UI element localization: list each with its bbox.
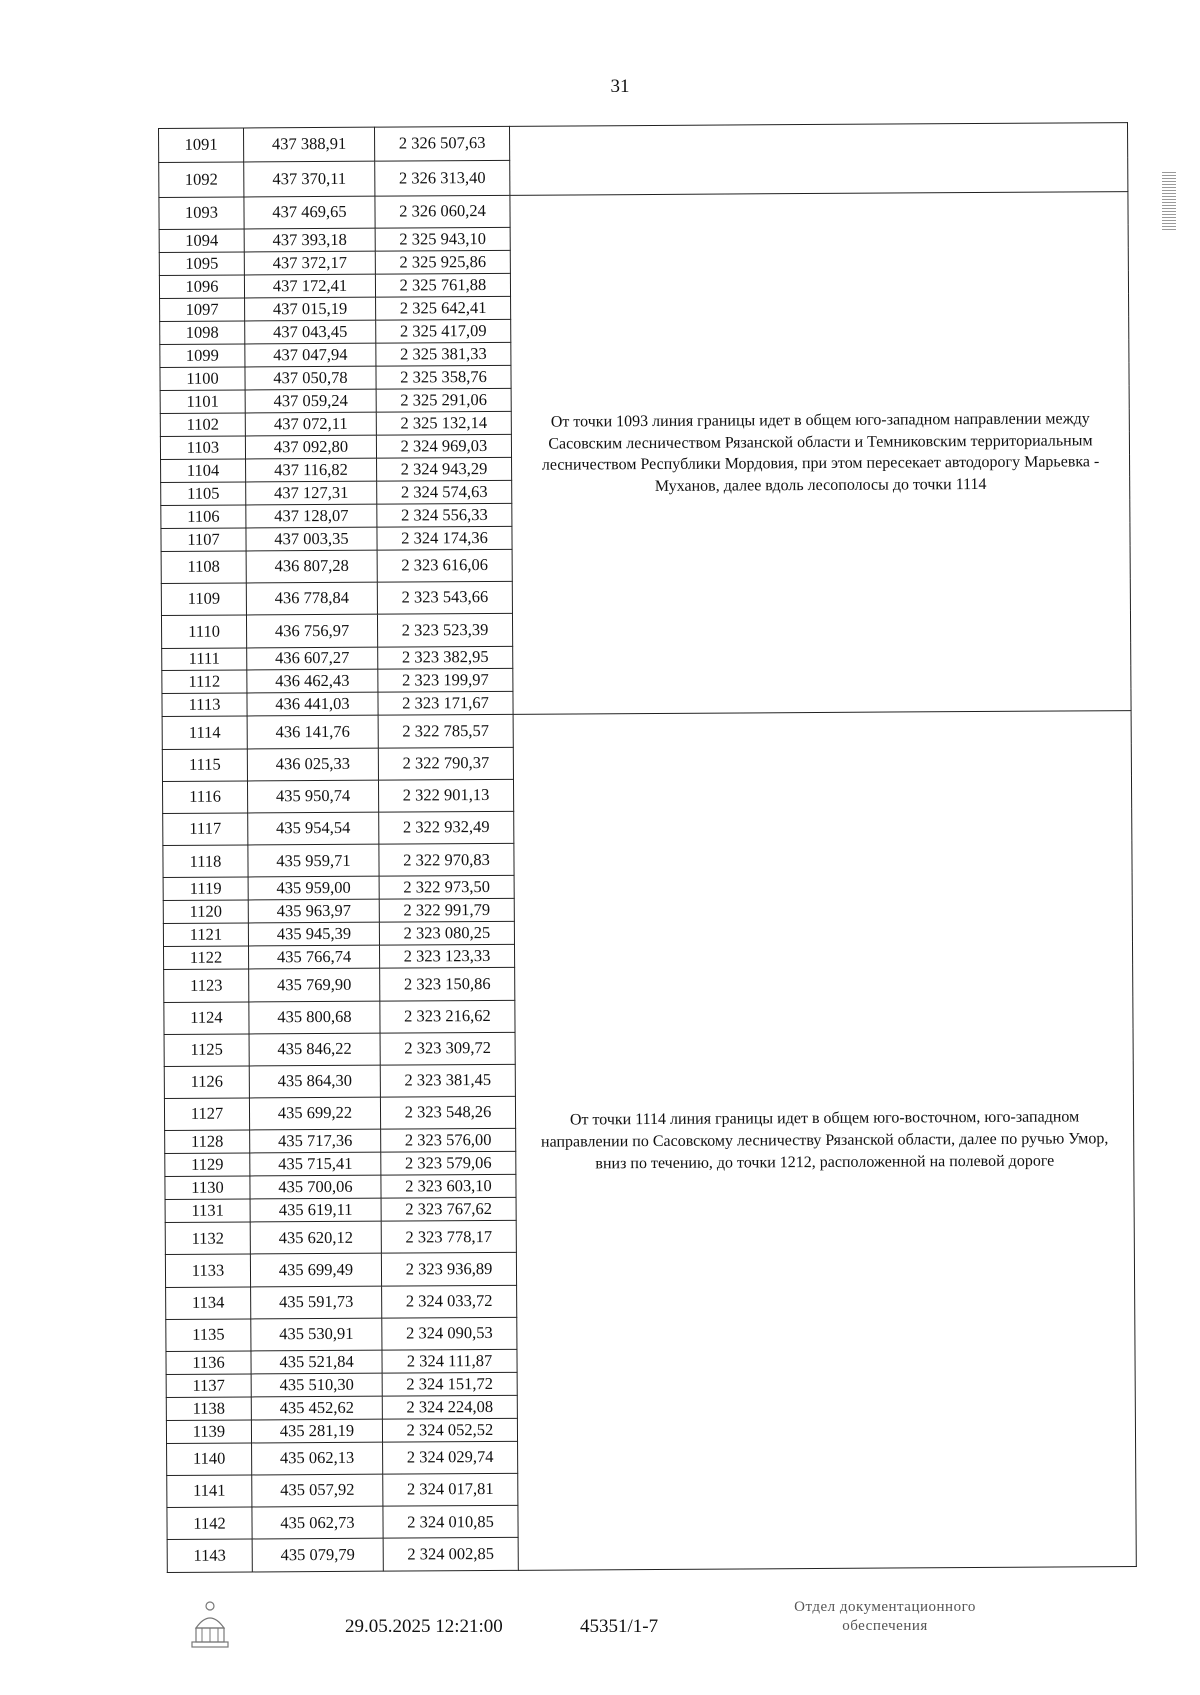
point-number-cell: 1121 (163, 923, 248, 947)
y-coordinate-cell: 2 324 556,33 (377, 503, 512, 527)
point-number-cell: 1109 (161, 583, 246, 616)
table-body (159, 123, 1137, 1573)
y-coordinate-cell: 2 322 901,13 (378, 779, 513, 812)
x-coordinate-cell: 436 607,27 (247, 647, 378, 671)
y-coordinate-cell: 2 322 785,57 (378, 715, 513, 748)
y-coordinate-cell: 2 322 970,83 (379, 844, 514, 877)
y-coordinate-cell: 2 323 216,62 (380, 1000, 515, 1033)
x-coordinate-cell: 435 510,30 (251, 1373, 382, 1397)
y-coordinate-cell: 2 322 991,79 (379, 899, 514, 923)
x-coordinate-cell: 435 864,30 (249, 1065, 380, 1098)
x-coordinate-cell: 435 945,39 (248, 923, 379, 947)
point-number-cell: 1113 (162, 693, 247, 717)
y-coordinate-cell: 2 325 417,09 (376, 319, 511, 343)
y-coordinate-cell: 2 323 778,17 (381, 1221, 516, 1254)
table-row (159, 192, 1128, 230)
point-number-cell: 1092 (159, 162, 244, 197)
x-coordinate-cell: 435 079,79 (252, 1539, 383, 1572)
y-coordinate-cell: 2 322 932,49 (379, 811, 514, 844)
x-coordinate-cell: 437 003,35 (246, 527, 377, 551)
point-number-cell: 1143 (167, 1539, 252, 1572)
point-number-cell: 1102 (160, 413, 245, 437)
document-number: 45351/1-7 (580, 1616, 659, 1637)
x-coordinate-cell: 435 846,22 (249, 1033, 380, 1066)
y-coordinate-cell: 2 323 150,86 (380, 968, 515, 1001)
seal-icon (190, 1598, 230, 1650)
y-coordinate-cell: 2 325 132,14 (376, 411, 511, 435)
y-coordinate-cell: 2 324 151,72 (382, 1372, 517, 1396)
y-coordinate-cell: 2 325 761,88 (375, 273, 510, 297)
x-coordinate-cell: 435 950,74 (247, 780, 378, 813)
y-coordinate-cell: 2 323 381,45 (380, 1064, 515, 1097)
point-number-cell: 1104 (161, 459, 246, 483)
y-coordinate-cell: 2 324 002,85 (383, 1538, 518, 1571)
y-coordinate-cell: 2 323 616,06 (377, 549, 512, 582)
y-coordinate-cell: 2 324 969,03 (376, 434, 511, 458)
point-number-cell: 1100 (160, 367, 245, 391)
point-number-cell: 1111 (162, 647, 247, 671)
x-coordinate-cell: 436 778,84 (246, 582, 377, 615)
y-coordinate-cell: 2 324 010,85 (383, 1506, 518, 1539)
y-coordinate-cell: 2 323 382,95 (378, 646, 513, 670)
point-number-cell: 1095 (159, 252, 244, 276)
point-number-cell: 1093 (159, 197, 244, 230)
x-coordinate-cell: 437 388,91 (244, 127, 375, 162)
scan-margin-mark (1162, 170, 1176, 230)
x-coordinate-cell: 437 370,11 (244, 162, 375, 197)
y-coordinate-cell: 2 324 111,87 (382, 1349, 517, 1373)
y-coordinate-cell: 2 322 790,37 (378, 747, 513, 780)
y-coordinate-cell: 2 325 925,86 (375, 250, 510, 274)
point-number-cell: 1097 (160, 298, 245, 322)
x-coordinate-cell: 435 959,71 (248, 844, 379, 877)
point-number-cell: 1096 (159, 275, 244, 299)
x-coordinate-cell: 437 372,17 (244, 251, 375, 275)
x-coordinate-cell: 435 530,91 (251, 1318, 382, 1351)
point-number-cell: 1112 (162, 670, 247, 694)
point-number-cell: 1119 (163, 877, 248, 901)
y-coordinate-cell: 2 324 174,36 (377, 526, 512, 550)
x-coordinate-cell: 437 050,78 (245, 366, 376, 390)
point-number-cell: 1108 (161, 551, 246, 584)
page-number: 31 (610, 76, 630, 97)
point-number-cell: 1117 (163, 813, 248, 846)
x-coordinate-cell: 437 059,24 (245, 389, 376, 413)
x-coordinate-cell: 436 756,97 (246, 614, 377, 647)
x-coordinate-cell: 437 172,41 (244, 274, 375, 298)
point-number-cell: 1135 (166, 1319, 251, 1352)
point-number-cell: 1130 (165, 1176, 250, 1200)
x-coordinate-cell: 437 127,31 (246, 481, 377, 505)
department-line-1: Отдел документационного (794, 1599, 976, 1615)
x-coordinate-cell: 435 591,73 (251, 1286, 382, 1319)
y-coordinate-cell: 2 323 543,66 (377, 581, 512, 614)
point-number-cell: 1142 (167, 1507, 252, 1540)
y-coordinate-cell: 2 324 052,52 (382, 1418, 517, 1442)
x-coordinate-cell: 436 462,43 (247, 670, 378, 694)
point-number-cell: 1107 (161, 528, 246, 552)
point-number-cell: 1106 (161, 505, 246, 529)
y-coordinate-cell: 2 323 603,10 (381, 1175, 516, 1199)
y-coordinate-cell: 2 323 576,00 (381, 1129, 516, 1153)
x-coordinate-cell: 435 766,74 (249, 946, 380, 970)
point-number-cell: 1129 (165, 1153, 250, 1177)
point-number-cell: 1103 (160, 436, 245, 460)
point-number-cell: 1137 (166, 1374, 251, 1398)
y-coordinate-cell: 2 325 642,41 (376, 296, 511, 320)
y-coordinate-cell: 2 326 507,63 (374, 126, 509, 161)
y-coordinate-cell: 2 324 017,81 (383, 1473, 518, 1506)
y-coordinate-cell: 2 326 060,24 (375, 195, 510, 228)
y-coordinate-cell: 2 323 936,89 (381, 1253, 516, 1286)
boundary-sheet (158, 122, 1137, 1573)
x-coordinate-cell: 436 441,03 (247, 693, 378, 717)
y-coordinate-cell: 2 323 199,97 (378, 669, 513, 693)
department-stamp (740, 1598, 1030, 1636)
x-coordinate-cell: 435 717,36 (250, 1129, 381, 1153)
y-coordinate-cell: 2 323 548,26 (380, 1096, 515, 1129)
y-coordinate-cell: 2 323 767,62 (381, 1198, 516, 1222)
x-coordinate-cell: 436 807,28 (246, 550, 377, 583)
y-coordinate-cell: 2 324 029,74 (383, 1441, 518, 1474)
point-number-cell: 1094 (159, 229, 244, 253)
point-number-cell: 1122 (164, 946, 249, 970)
x-coordinate-cell: 435 963,97 (248, 900, 379, 924)
x-coordinate-cell: 437 015,19 (245, 297, 376, 321)
y-coordinate-cell: 2 326 313,40 (375, 161, 510, 196)
x-coordinate-cell: 437 072,11 (245, 412, 376, 436)
y-coordinate-cell: 2 325 943,10 (375, 228, 510, 252)
y-coordinate-cell: 2 324 033,72 (382, 1285, 517, 1318)
point-number-cell: 1127 (164, 1098, 249, 1131)
point-number-cell: 1098 (160, 321, 245, 345)
point-number-cell: 1120 (163, 900, 248, 924)
x-coordinate-cell: 435 452,62 (251, 1396, 382, 1420)
x-coordinate-cell: 435 281,19 (251, 1419, 382, 1443)
x-coordinate-cell: 437 393,18 (244, 228, 375, 252)
x-coordinate-cell: 436 025,33 (247, 748, 378, 781)
point-number-cell: 1139 (166, 1420, 251, 1444)
department-line-2: обеспечения (842, 1617, 928, 1634)
x-coordinate-cell: 435 619,11 (250, 1198, 381, 1222)
x-coordinate-cell: 435 699,22 (249, 1097, 380, 1130)
y-coordinate-cell: 2 324 224,08 (382, 1395, 517, 1419)
x-coordinate-cell: 435 769,90 (249, 968, 380, 1001)
point-number-cell: 1136 (166, 1351, 251, 1375)
boundary-coordinates-table (158, 122, 1137, 1573)
x-coordinate-cell: 435 057,92 (252, 1474, 383, 1507)
x-coordinate-cell: 437 469,65 (244, 196, 375, 229)
x-coordinate-cell: 435 954,54 (248, 812, 379, 845)
segment-description-2: От точки 1093 линия границы идет в общем юго-западном направлении между Сасовским лесничеством Рязанской области и Темниковским территориальным лесничеством Республики Мордовия, при этом пересекает автодорогу Марьевка - Муханов, далее вдоль лесополосы до точки 1114 (510, 192, 1131, 715)
x-coordinate-cell: 435 062,73 (252, 1506, 383, 1539)
point-number-cell: 1125 (164, 1034, 249, 1067)
point-number-cell: 1128 (165, 1130, 250, 1154)
point-number-cell: 1126 (164, 1066, 249, 1099)
x-coordinate-cell: 435 959,00 (248, 877, 379, 901)
segment-description-3: От точки 1114 линия границы идет в общем юго-восточном, юго-западном направлении по Сасовскому лесничеству Рязанской области, далее по ручью Умор, вниз по течению, до точки 1212, расположенной на полевой дороге (513, 711, 1136, 1570)
point-number-cell: 1123 (164, 969, 249, 1002)
page-footer (0, 1598, 1200, 1668)
point-number-cell: 1105 (161, 482, 246, 506)
point-number-cell: 1091 (159, 128, 244, 163)
y-coordinate-cell: 2 325 381,33 (376, 342, 511, 366)
point-number-cell: 1099 (160, 344, 245, 368)
x-coordinate-cell: 437 047,94 (245, 343, 376, 367)
y-coordinate-cell: 2 323 523,39 (377, 614, 512, 647)
x-coordinate-cell: 436 141,76 (247, 716, 378, 749)
table-row (159, 123, 1128, 163)
y-coordinate-cell: 2 324 943,29 (377, 457, 512, 481)
y-coordinate-cell: 2 324 574,63 (377, 480, 512, 504)
x-coordinate-cell: 435 620,12 (250, 1221, 381, 1254)
point-number-cell: 1134 (166, 1287, 251, 1320)
x-coordinate-cell: 435 715,41 (250, 1152, 381, 1176)
table-row (162, 711, 1131, 749)
point-number-cell: 1132 (165, 1222, 250, 1255)
x-coordinate-cell: 437 116,82 (246, 458, 377, 482)
x-coordinate-cell: 435 062,13 (252, 1442, 383, 1475)
y-coordinate-cell: 2 323 309,72 (380, 1032, 515, 1065)
x-coordinate-cell: 435 521,84 (251, 1350, 382, 1374)
point-number-cell: 1114 (162, 716, 247, 749)
segment-description-1 (509, 123, 1127, 196)
y-coordinate-cell: 2 323 123,33 (379, 945, 514, 969)
y-coordinate-cell: 2 325 358,76 (376, 365, 511, 389)
x-coordinate-cell: 437 043,45 (245, 320, 376, 344)
point-number-cell: 1133 (165, 1254, 250, 1287)
y-coordinate-cell: 2 323 171,67 (378, 692, 513, 716)
x-coordinate-cell: 435 700,06 (250, 1175, 381, 1199)
point-number-cell: 1138 (166, 1397, 251, 1421)
point-number-cell: 1116 (162, 781, 247, 814)
y-coordinate-cell: 2 322 973,50 (379, 876, 514, 900)
point-number-cell: 1101 (160, 390, 245, 414)
point-number-cell: 1140 (167, 1443, 252, 1476)
point-number-cell: 1141 (167, 1475, 252, 1508)
x-coordinate-cell: 435 800,68 (249, 1001, 380, 1034)
x-coordinate-cell: 437 092,80 (245, 435, 376, 459)
point-number-cell: 1110 (161, 615, 246, 648)
print-datetime: 29.05.2025 12:21:00 (345, 1616, 503, 1637)
y-coordinate-cell: 2 323 080,25 (379, 922, 514, 946)
y-coordinate-cell: 2 324 090,53 (382, 1317, 517, 1350)
x-coordinate-cell: 435 699,49 (250, 1254, 381, 1287)
y-coordinate-cell: 2 323 579,06 (381, 1152, 516, 1176)
point-number-cell: 1131 (165, 1199, 250, 1223)
x-coordinate-cell: 437 128,07 (246, 504, 377, 528)
point-number-cell: 1115 (162, 749, 247, 782)
point-number-cell: 1118 (163, 845, 248, 878)
point-number-cell: 1124 (164, 1001, 249, 1034)
y-coordinate-cell: 2 325 291,06 (376, 388, 511, 412)
